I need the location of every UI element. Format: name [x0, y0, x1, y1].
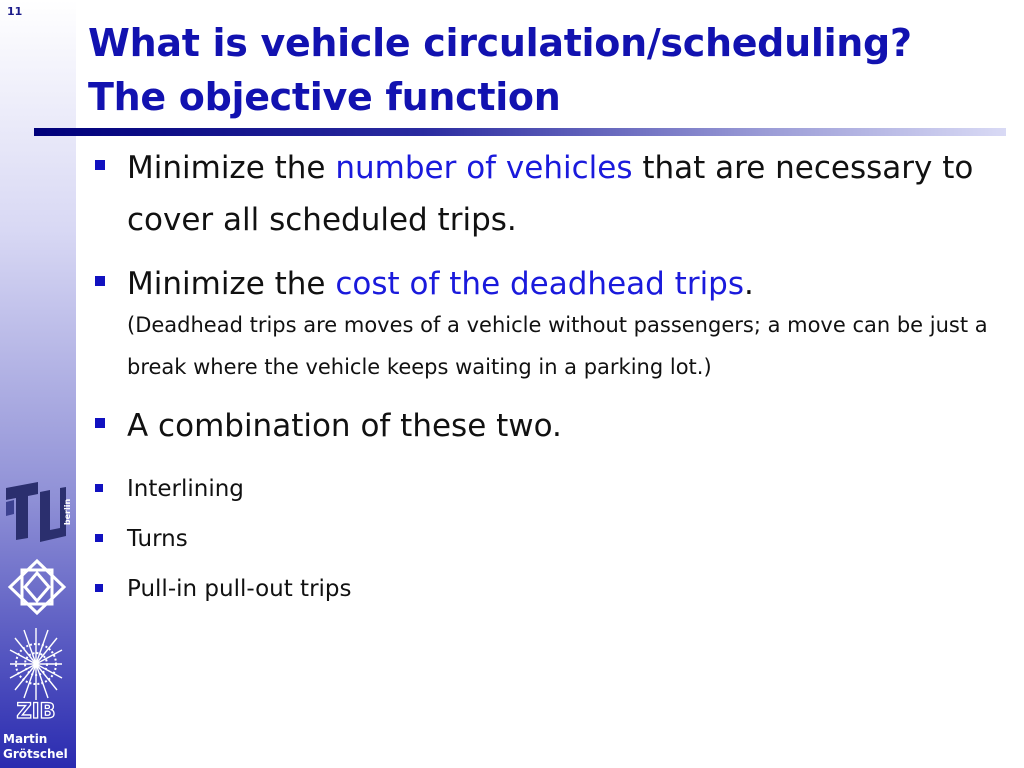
sidebar-band	[0, 0, 76, 768]
bullet-item-pull-in-pull-out	[90, 564, 1010, 614]
bullet-item-turns	[90, 514, 1010, 564]
bullet-text: Minimize the	[127, 150, 336, 186]
highlight-number-of-vehicles: number of vehicles	[335, 150, 633, 186]
title-line-2: The objective function	[88, 75, 561, 119]
zib-logo-text: ZIB	[16, 699, 56, 722]
title-divider	[34, 128, 1006, 136]
slide-title	[88, 16, 1008, 124]
bullet-text: Interlining	[127, 476, 244, 502]
zib-star-icon	[4, 558, 70, 616]
author-first: Martin	[3, 732, 48, 746]
slide-number: 11	[7, 5, 23, 18]
bullet-text: that are necessary to cover all scheduled trips.	[127, 150, 974, 238]
tu-berlin-logo	[4, 478, 74, 544]
bullet-text: A combination of these two.	[127, 408, 562, 444]
author-name	[3, 732, 68, 762]
bullet-text: Minimize the	[127, 266, 336, 302]
bullet-text: Turns	[127, 526, 188, 552]
bullet-item-deadhead	[90, 258, 1010, 388]
bullet-text: Pull-in pull-out trips	[127, 576, 352, 602]
deadhead-note: (Deadhead trips are moves of a vehicle without passengers; a move can be just a break where the vehicle keeps waiting in a parking lot.)	[127, 313, 988, 379]
author-last: Grötschel	[3, 747, 68, 761]
tu-logo-text: berlin	[63, 498, 72, 526]
zib-logo	[6, 626, 66, 722]
highlight-deadhead-cost: cost of the deadhead trips	[335, 266, 745, 302]
bullet-item-interlining	[90, 464, 1010, 514]
bullet-item-combination	[90, 400, 1010, 452]
bullet-list	[90, 142, 1010, 614]
title-line-1: What is vehicle circulation/scheduling?	[88, 21, 912, 65]
bullet-text: .	[744, 266, 754, 302]
bullet-item-vehicles	[90, 142, 1010, 246]
